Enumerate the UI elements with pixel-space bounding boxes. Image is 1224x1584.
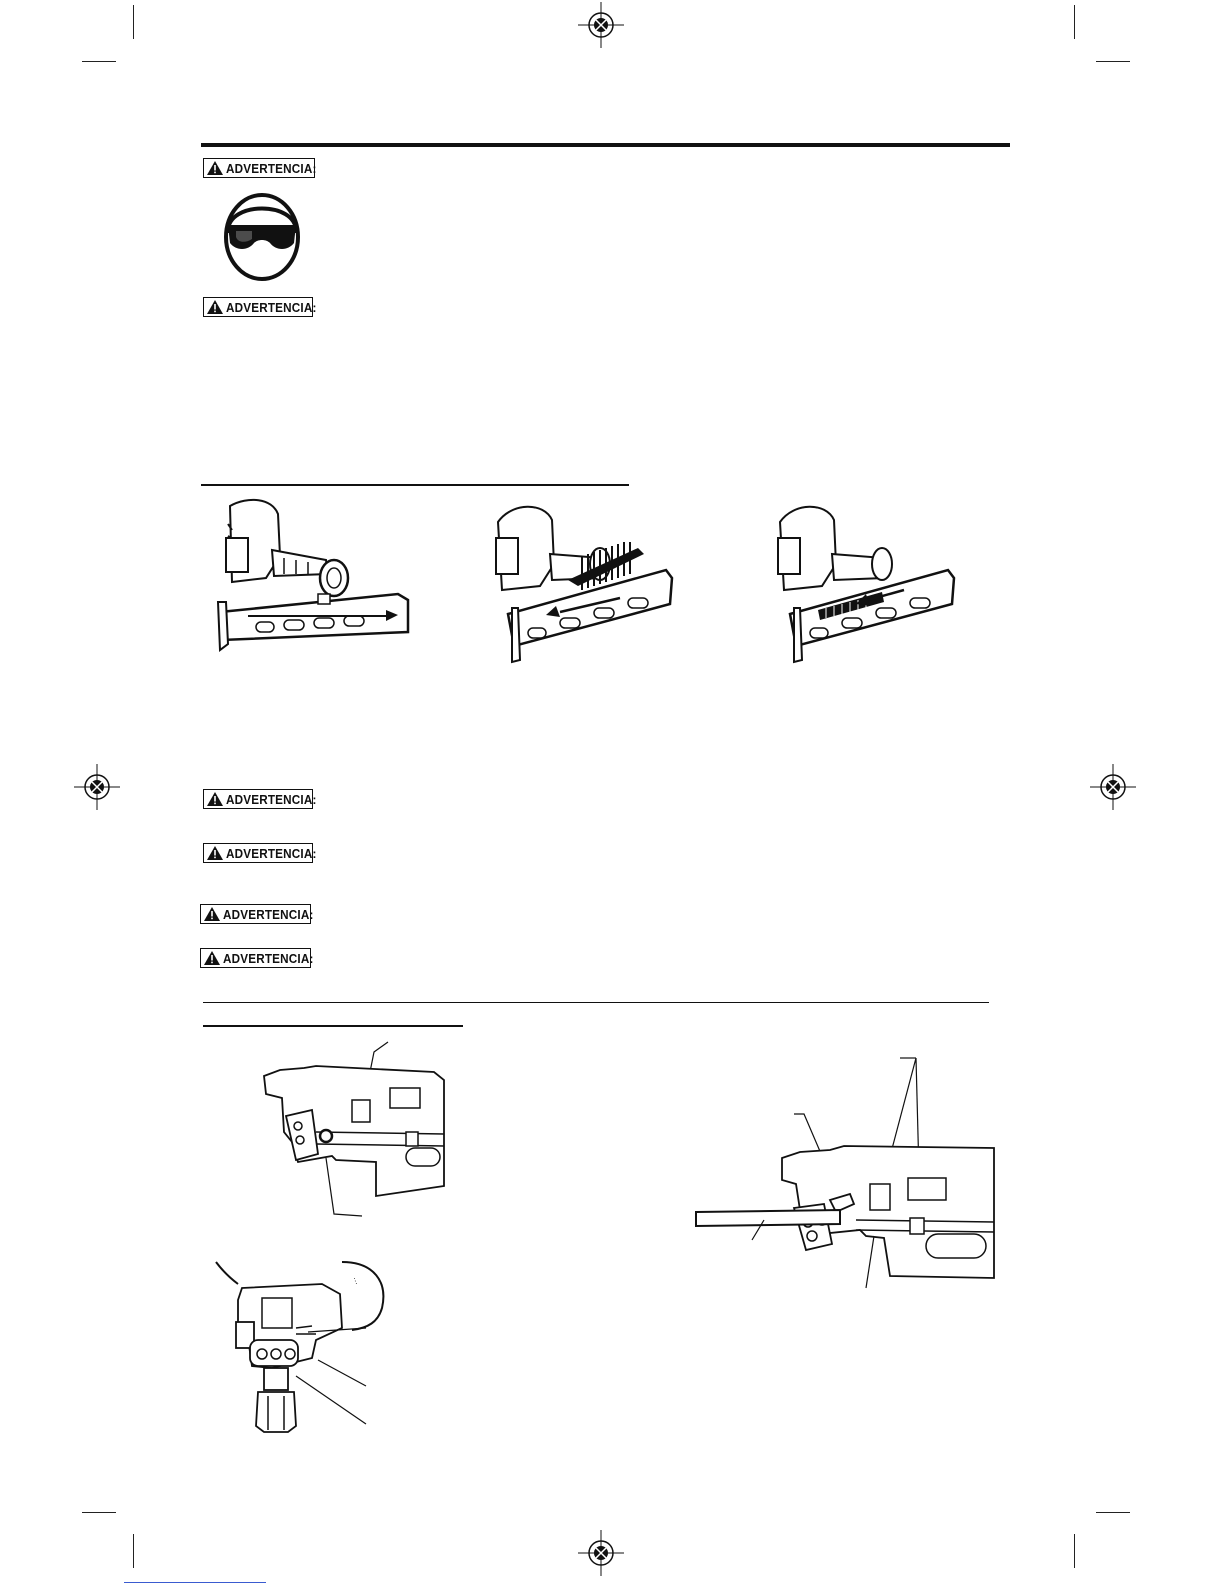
warning-triangle-icon: [207, 792, 223, 806]
registration-mark-icon: [578, 1530, 624, 1576]
crop-mark: [1074, 5, 1075, 39]
warning-triangle-icon: [204, 907, 220, 921]
section-rule: [203, 1025, 463, 1027]
nailer-figure-2: [490, 494, 680, 664]
crop-mark: [1096, 1512, 1130, 1513]
warning-label: [200, 948, 314, 968]
header-rule: [201, 143, 1010, 147]
warning-label-text: ADVERTENCIA:: [226, 845, 317, 861]
warning-label-text: ADVERTENCIA:: [223, 906, 314, 922]
warning-label: [203, 297, 317, 317]
crop-mark: [82, 61, 116, 62]
warning-label-text: ADVERTENCIA:: [223, 950, 314, 966]
warning-label: [200, 904, 314, 924]
crop-mark: [1096, 61, 1130, 62]
crop-mark: [133, 5, 134, 39]
warning-label: [203, 158, 315, 178]
crop-mark: [1074, 1534, 1075, 1568]
registration-mark-icon: [1090, 764, 1136, 810]
registration-mark-icon: [74, 764, 120, 810]
nailer-figure-1: [208, 494, 423, 654]
crop-mark: [133, 1534, 134, 1568]
warning-triangle-icon: [204, 951, 220, 965]
warning-label-text: ADVERTENCIA:: [226, 160, 317, 176]
footer-link-underline: [124, 1582, 266, 1583]
magazine-latch-figure: [256, 1036, 466, 1221]
warning-label: [203, 843, 317, 863]
section-rule: [201, 484, 629, 486]
warning-label-text: ADVERTENCIA:: [226, 791, 317, 807]
safety-goggles-icon: [222, 191, 302, 281]
nose-detail-figure: [212, 1248, 392, 1438]
warning-triangle-icon: [207, 300, 223, 314]
warning-triangle-icon: [207, 161, 223, 175]
warning-triangle-icon: [207, 846, 223, 860]
warning-label: [203, 789, 317, 809]
nailer-figure-3: [772, 494, 967, 664]
section-rule: [203, 1002, 989, 1003]
registration-mark-icon: [578, 2, 624, 48]
warning-label-text: ADVERTENCIA:: [226, 299, 317, 315]
svg-text:···: ···: [350, 1275, 362, 1287]
magazine-rod-figure: [690, 1054, 1000, 1294]
crop-mark: [82, 1512, 116, 1513]
